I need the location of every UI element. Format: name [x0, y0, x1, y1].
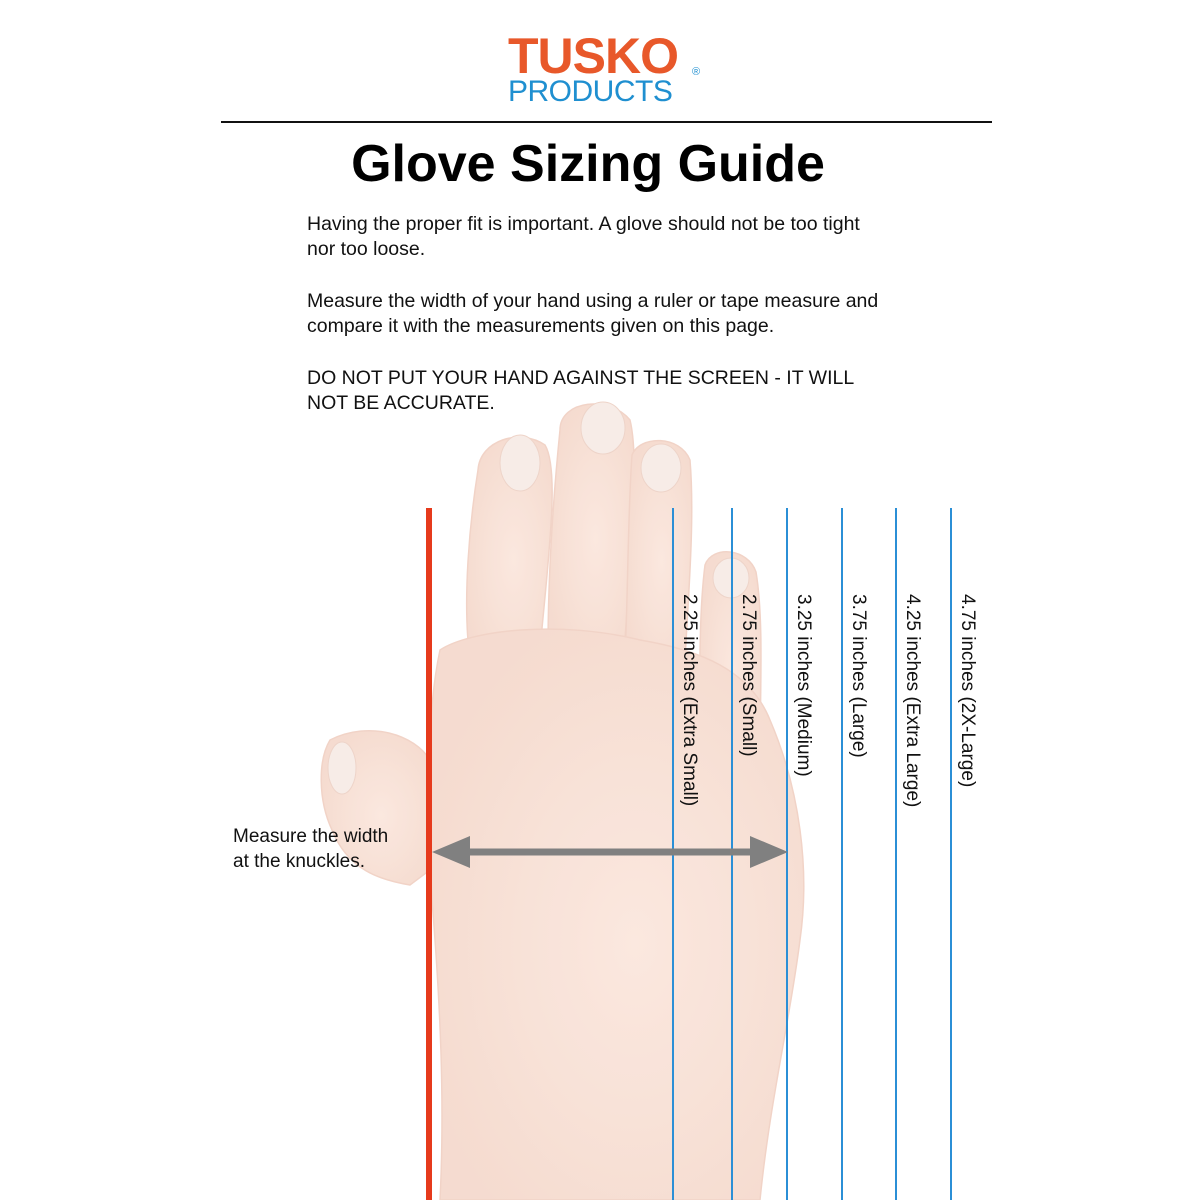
page-title: Glove Sizing Guide	[351, 135, 825, 193]
warning-paragraph: DO NOT PUT YOUR HAND AGAINST THE SCREEN - IT WILL NOT BE ACCURATE.	[307, 367, 855, 414]
size-label-medium: 3.25 inches (Medium)	[793, 594, 814, 777]
instructions-paragraph: Measure the width of your hand using a ruler or tape measure and compare it with the measurements given on this page.	[307, 290, 879, 337]
size-label-extra-small: 2.25 inches (Extra Small)	[679, 594, 700, 807]
size-label-small: 2.75 inches (Small)	[738, 594, 759, 757]
brand-name-top: TUSKO	[508, 28, 678, 84]
width-double-arrow	[430, 832, 790, 872]
size-line-large	[841, 508, 843, 1200]
size-line-2x-large	[950, 508, 952, 1200]
intro-paragraph: Having the proper fit is important. A glove should not be too tight nor too loose.	[307, 213, 860, 260]
registered-mark: ®	[692, 66, 701, 78]
brand-name-bottom: PRODUCTS	[508, 75, 673, 108]
measure-note: Measure the width at the knuckles.	[233, 826, 389, 872]
header-divider	[221, 121, 992, 123]
size-label-large: 3.75 inches (Large)	[848, 594, 869, 758]
size-label-2x-large: 4.75 inches (2X-Large)	[957, 594, 978, 788]
brand-logo	[500, 28, 720, 112]
size-line-extra-large	[895, 508, 897, 1200]
size-label-extra-large: 4.25 inches (Extra Large)	[902, 594, 923, 808]
